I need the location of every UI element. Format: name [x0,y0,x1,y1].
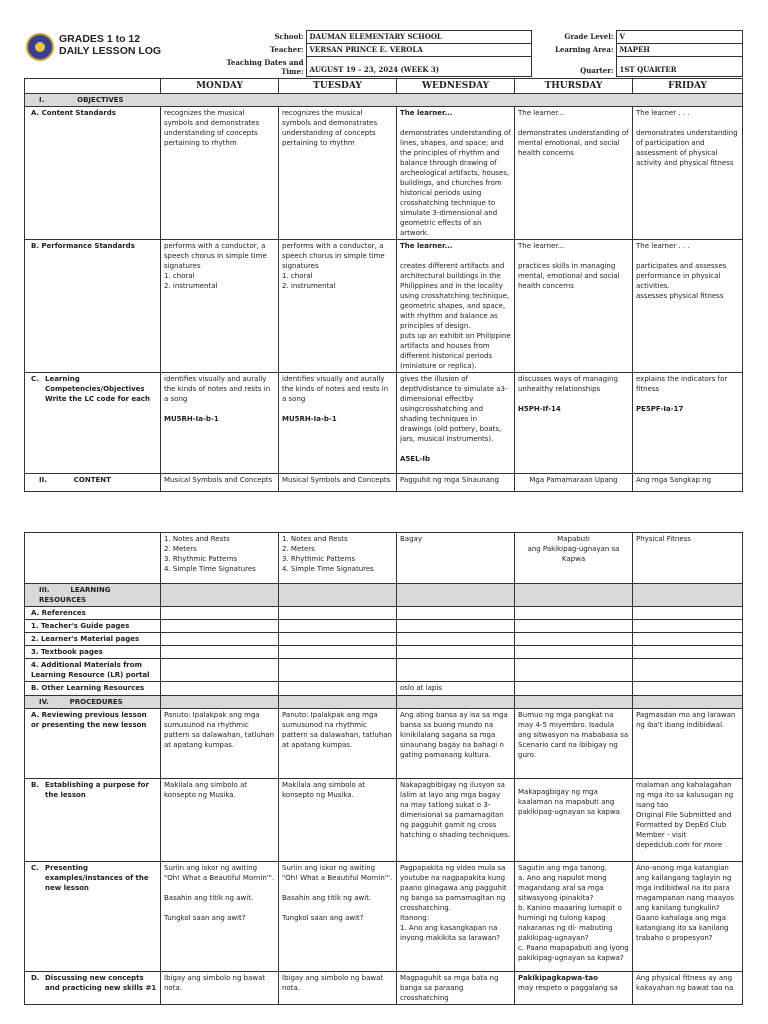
day-header-blank [25,79,161,94]
objectives-num: I. [39,96,45,104]
proc-b-num: B. [31,781,39,789]
competency-fri-code: PE5PF-Ia-17 [636,405,684,413]
proc-b-mon: Makilala ang simbolo at konsepto ng Musika. [161,779,279,862]
title-line-2: DAILY LESSON LOG [59,44,162,57]
proc-a-mon: Panuto: Ipalakpak ang mga sumusunod na rhythmic pattern sa dalawahan, tatluhan at apatang kumpas. [161,709,279,779]
resources-row [25,584,743,607]
title-line-1: GRADES 1 to 12 [59,32,141,45]
procedures-num: IV. [39,698,49,706]
resources-label: LEARNING RESOURCES [39,586,111,604]
proc-d-label: Discussing new concepts and practicing new skills #1 [45,974,157,992]
deped-seal-icon [26,33,54,61]
other-resources-wed: oslo at lapis [397,682,515,696]
content-standards-tue: recognizes the musical symbols and demonstrates understanding of concepts pertaining to rhythm [279,107,397,240]
competency-wed-text: gives the illusion of depth/distance to simulate a3-dimensional effectby usingcrosshatching and shading techniques in drawings (old pottery, boats, jars, musical instruments). [400,375,508,443]
content-top-thu: Mga Pamamaraan Upang [515,474,633,492]
content-top-wed: Pagguhit ng mga Sinaunang [397,474,515,492]
day-header-monday: MONDAY [161,79,279,94]
procedures-row [25,696,743,709]
day-header-wednesday: WEDNESDAY [397,79,515,94]
proc-d-thu-lead: Pakikipagkapwa-tao [518,974,598,982]
objectives-label: OBJECTIVES [77,96,124,104]
grade-label: Grade Level: [564,31,614,41]
teachers-guide-label: 1. Teacher's Guide pages [25,620,161,633]
proc-d-tue: Ibigay ang simbolo ng bawat nota. [279,972,397,1005]
dates-value: AUGUST 19 – 23, 2024 (WEEK 3) [306,57,531,77]
school-value: DAUMAN ELEMENTARY SCHOOL [306,31,531,44]
performance-standards-label: B. Performance Standards [25,240,161,373]
proc-c-tue: Suriin ang iskor ng awiting "Oh! What a Beautiful Mornin'". Basahin ang titik ng awit. Tungkol saan ang awit? [279,862,397,972]
day-header-tuesday: TUESDAY [279,79,397,94]
quarter-label: Quarter: [580,65,614,75]
resources-num: III. [39,586,50,594]
content-bottom-wed: Bagay [397,533,515,584]
performance-standards-fri: The learner . . . participates and assesses performance in physical activities. assesses physical fitness [633,240,743,373]
proc-a-label: A. Reviewing previous lesson or presenting the new lesson [25,709,161,779]
proc-d-mon: Ibigay ang simbolo ng bawat nota. [161,972,279,1005]
content-top-fri: Ang mga Sangkap ng [633,474,743,492]
other-resources-tue [279,682,397,696]
performance-standards-mon: performs with a conductor, a speech chorus in simple time signatures 1. choral 2. instrumental [161,240,279,373]
content-top-tue: Musical Symbols and Concepts [279,474,397,492]
competencies-num: C. [31,375,39,383]
references-row [25,607,743,620]
proc-a-fri: Pagmasdan mo ang larawan ng iba't ibang indibidwal. [633,709,743,779]
proc-c-mon: Suriin ang iskor ng awiting "Oh! What a Beautiful Mornin'". Basahin ang titik ng awit. Tungkol saan ang awit? [161,862,279,972]
content-row-top [25,474,743,492]
area-value: MAPEH [616,44,742,57]
proc-a-wed: Ang ating bansa ay isa sa mga bansa sa buong mundo na kinikilalang sagana sa mga sinaunang bagay na bahagi n gating pamanang kultura. [397,709,515,779]
textbook-row [25,646,743,659]
textbook-label: 3. Textbook pages [25,646,161,659]
content-row-bottom [25,533,743,584]
competency-thu-code: H5PH-If-14 [518,405,561,413]
other-resources-thu [515,682,633,696]
performance-standards-row [25,240,743,373]
additional-materials-label: 4. Additional Materials from Learning Resource (LR) portal [25,659,161,682]
competencies-row [25,373,743,474]
teacher-value: VERSAN PRINCE E. VEROLA [306,44,531,57]
performance-standards-thu: The learner... practices skills in managing mental, emotional and social health concerns [515,240,633,373]
proc-b-fri: malaman ang kahalagahan ng mga ito sa kalusugan ng isang tao Original File Submitted and Formatted by DepEd Club Member - visit depedclub.com for more [633,779,743,862]
teacher-label: Teacher: [270,44,304,54]
school-label: School: [274,31,304,41]
area-label: Learning Area: [555,44,614,54]
learners-material-label: 2. Learner's Material pages [25,633,161,646]
learners-material-row [25,633,743,646]
competency-mon-text: identifies visually and aurally the kinds of notes and rests in a song [164,375,271,403]
dates-label-2: Time: [281,66,304,76]
proc-c-wed: Pagpapakita ng video mula sa youtube na nagpapakita kung paano ginagawa ang pagguhit ng banga sa pamamagitan ng crosshatching. Itanong: 1. Ano ang kasangkapan na inyong makikita sa larawan? [397,862,515,972]
other-resources-row [25,682,743,696]
other-resources-label: B. Other Learning Resources [25,682,161,696]
content-bottom-tue: 1. Notes and Rests 2. Meters 3. Rhythmic Patterns 4. Simple Time Signatures [279,533,397,584]
content-bottom-mon: 1. Notes and Rests 2. Meters 3. Rhythmic Patterns 4. Simple Time Signatures [161,533,279,584]
competency-wed-code: A5EL-Ib [400,455,431,463]
content-bottom-label [25,533,161,584]
lesson-table-part-1 [24,78,742,492]
content-num: II. [39,476,47,484]
content-standards-mon: recognizes the musical symbols and demonstrates understanding of concepts pertaining to rhythm [161,107,279,240]
competency-mon-code: MU5RH-Ia-b-1 [164,415,219,423]
content-bottom-thu: Mapabuti ang Pakikipag-ugnayan sa Kapwa [515,533,633,584]
references-label: A. References [25,607,161,620]
proc-c-num: C. [31,864,39,872]
additional-materials-row [25,659,743,682]
proc-c-label: Presenting examples/instances of the new lesson [45,864,149,892]
competency-tue-text: identifies visually and aurally the kinds of notes and rests in a song [282,375,389,403]
proc-b-row [25,779,743,862]
proc-c-fri: Ano-anong mga katangian ang kailangang taglayin ng mga indibidwal na ito para magampanan nang maayos ang kanilang tungkulin? Gaano kahalaga ang mga katangiang ito sa kanilang trabaho o propesyon? [633,862,743,972]
proc-d-wed: Magpaguhit sa mga bata ng banga sa paraang crosshatching [397,972,515,1005]
procedures-label: PROCEDURES [69,698,123,706]
content-standards-wed: The learner... demonstrates understanding of lines, shapes, and space; and the principles of rhythm and balance through drawing of archeological artifacts, houses, buildings, and churches from historical periods using crosshatching technique to simulate 3-dimensional and geometric effects of an artwork. [397,107,515,240]
content-standards-fri: The learner . . . demonstrates understanding of participation and assessment of physical activity and physical fitness [633,107,743,240]
competencies-label: Learning Competencies/Objectives Write the LC code for each [45,375,151,403]
dates-label-1: Teaching Dates and [226,57,304,67]
proc-b-label: Establishing a purpose for the lesson [45,781,149,799]
competency-fri-text: explains the indicators for fitness [636,375,728,393]
proc-a-tue: Panuto: Ipalakpak ang mga sumusunod na rhythmic pattern sa dalawahan, tatluhan at apatang kumpas. [279,709,397,779]
proc-d-num: D. [31,974,40,982]
proc-c-thu: Sagutin ang mga tanong. a. Ano ang napulot mong magandang aral sa mga sitwasyong ipinakita? b. Kanino maaaring lumapit o humingi ng tulong kapag nakaranas ng di- mabuting pakikipag-ugnayan? c. Paano mapapabuti ang iyong pakikipag-ugnayan sa kapwa? [515,862,633,972]
teachers-guide-row [25,620,743,633]
content-label: CONTENT [73,476,111,484]
content-top-mon: Musical Symbols and Concepts [161,474,279,492]
day-header-thursday: THURSDAY [515,79,633,94]
grade-value: V [616,31,742,44]
proc-c-row [25,862,743,972]
proc-b-wed: Nakapagbibigay ng ilusyon sa lalim at layo ang mga bagay na may tatlong sukat o 3-dimensional sa pamamagitan ng pagguhit gamit ng cross hatching o shading techniques. [397,779,515,862]
other-resources-fri [633,682,743,696]
day-header-friday: FRIDAY [633,79,743,94]
content-standards-wed-lead: The learner... [400,109,453,117]
proc-b-tue: Makilala ang simbolo at konsepto ng Musika. [279,779,397,862]
competency-tue-code: MU5RH-Ia-b-1 [282,415,337,423]
performance-standards-tue: performs with a conductor, a speech chorus in simple time signatures 1. choral 2. instrumental [279,240,397,373]
header-block [24,30,742,77]
performance-standards-wed-lead: The learner... [400,242,453,250]
proc-d-fri: Ang physical fitness ay ang kakayahan ng bawat tao na [633,972,743,1005]
performance-standards-wed: The learner... creates different artifacts and architectural buildings in the Philippines and in the locality using crosshatching technique, geometric shapes, and space, with rhythm and balance as principles of design. puts up an exhibit on Philippine artifacts and houses from different historical periods (miniature or replica). [397,240,515,373]
proc-a-row [25,709,743,779]
content-standards-row [25,107,743,240]
proc-d-thu: Pakikipagkapwa-tao may respeto o paggalang sa [515,972,633,1005]
proc-b-thu: Makapagbigay ng mga kaalaman na mapabuti ang pakikipag-ugnayan sa kapwa [515,779,633,862]
quarter-value: 1ST QUARTER [616,57,742,77]
content-standards-label: A. Content Standards [25,107,161,240]
content-standards-thu: The learner... demonstrates understanding of mental emotional, and social health concerns [515,107,633,240]
competency-thu-text: discusses ways of managing unhealthy relationships [518,375,618,393]
proc-d-row [25,972,743,1005]
proc-a-thu: Bumuo ng mga pangkat na may 4-5 miyembro. Isadula ang sitwasyon na mababasa sa Scenario card na ibibigay ng guro. [515,709,633,779]
lesson-table-part-2 [24,532,742,1005]
content-bottom-fri: Physical Fitness [633,533,743,584]
objectives-row [25,94,743,107]
other-resources-mon [161,682,279,696]
